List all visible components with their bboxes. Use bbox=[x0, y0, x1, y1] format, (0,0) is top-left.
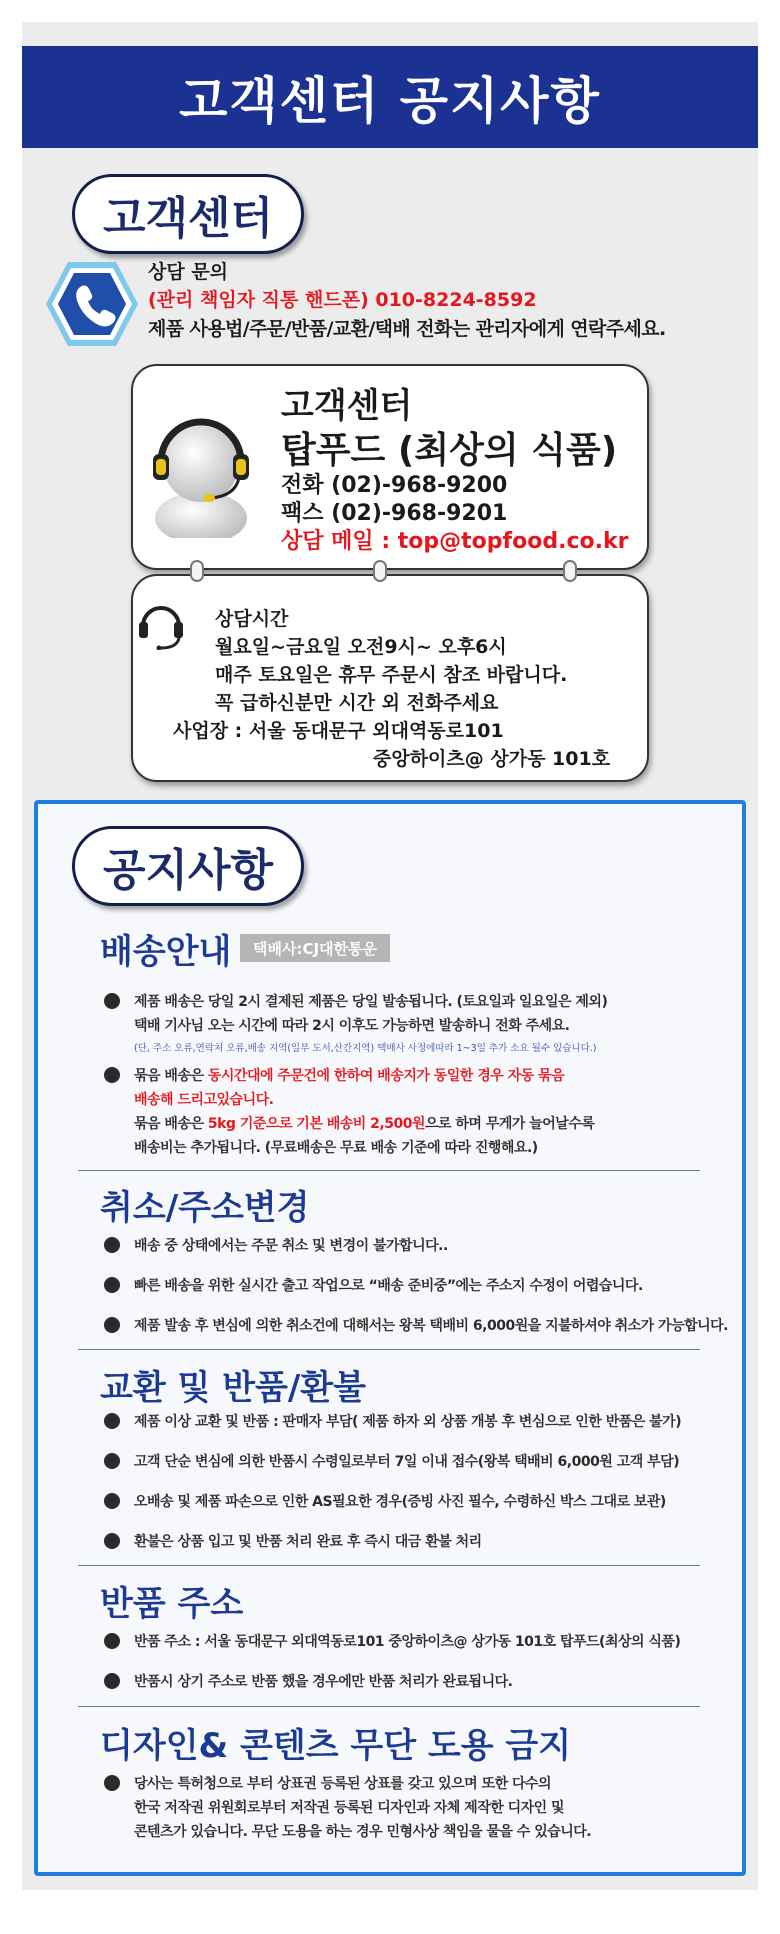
return-address-item: 반품 주소 : 서울 동대문구 외대역동로101 중앙하이츠@ 상가동 101호 탑푸드(최상의 식품) bbox=[134, 1634, 681, 1650]
binder-ring bbox=[563, 560, 577, 582]
exchange-item: 오배송 및 제품 파손으로 인한 AS필요한 경우(증빙 사진 필수, 수령하신 박스 그대로 보관) bbox=[134, 1494, 666, 1510]
cancel-title: 취소/주소변경 bbox=[100, 1188, 310, 1228]
bullet bbox=[104, 1237, 120, 1253]
return-address-title: 반품 주소 bbox=[100, 1584, 244, 1624]
urgent-note: 꼭 급하신분만 시간 외 전화주세요 bbox=[215, 692, 499, 714]
bullet bbox=[104, 1277, 120, 1293]
exchange-title: 교환 및 반품/환불 bbox=[100, 1368, 366, 1408]
bundle-fee-highlight: 5kg 기준으로 기본 배송비 2,500원 bbox=[207, 1116, 425, 1132]
bundle-fee-line bbox=[134, 1113, 594, 1133]
binder-ring bbox=[373, 560, 387, 582]
card-title: 고객센터 bbox=[281, 386, 413, 426]
copyright-line: 한국 저작권 위원회로부터 저작권 등록된 디자인과 자체 제작한 디자인 및 bbox=[134, 1800, 565, 1816]
exchange-item: 고객 단순 변심에 의한 반품시 수령일로부터 7일 이내 접수(왕복 택배비 6,000원 고객 부담) bbox=[134, 1454, 680, 1470]
notice-heading-text: 공지사항 bbox=[102, 845, 273, 896]
notice-heading bbox=[72, 826, 304, 906]
shipping-line: 택배 기사님 오는 시간에 따라 2시 이후도 가능하면 발송하니 전화 주세요. bbox=[134, 1018, 570, 1034]
exchange-item: 제품 이상 교환 및 반품 : 판매자 부담( 제품 하자 외 상품 개봉 후 변심으로 인한 반품은 불가) bbox=[134, 1414, 682, 1430]
company-name: 탑푸드 (최상의 식품) bbox=[281, 430, 618, 471]
weekday-hours: 월요일~금요일 오전9시~ 오후6시 bbox=[215, 636, 507, 658]
divider bbox=[78, 1170, 700, 1171]
copyright-line: 콘텐츠가 있습니다. 무단 도용을 하는 경우 민형사상 책임을 물을 수 있습니다. bbox=[134, 1824, 592, 1840]
exchange-item: 환불은 상품 입고 및 반품 처리 완료 후 즉시 대금 환불 처리 bbox=[134, 1534, 482, 1550]
bundle-prefix: 묶음 배송은 bbox=[134, 1068, 208, 1084]
hours-label: 상담시간 bbox=[215, 608, 289, 630]
bundle-fee-note: 배송비는 추가됩니다. (무료배송은 무료 배송 기준에 따라 진행해요.) bbox=[134, 1140, 538, 1156]
bullet bbox=[104, 1775, 120, 1791]
bundle-line bbox=[134, 1065, 564, 1085]
shipping-title: 배송안내 bbox=[100, 932, 232, 972]
divider bbox=[78, 1349, 700, 1350]
contact-label: 상담 문의 bbox=[148, 261, 229, 283]
cancel-item: 빠른 배송을 위한 실시간 출고 작업으로 “배송 준비중”에는 주소지 수정이 어렵습니다. bbox=[134, 1278, 643, 1294]
business-address-line2: 중앙하이츠@ 상가동 101호 bbox=[373, 748, 611, 770]
contact-note: 제품 사용법/주문/반품/교환/택배 전화는 관리자에게 연락주세요. bbox=[148, 318, 666, 340]
shipping-line: 제품 배송은 당일 2시 결제된 제품은 당일 발송됩니다. (토요일과 일요일은 제외) bbox=[134, 994, 608, 1010]
divider bbox=[78, 1706, 700, 1707]
bullet bbox=[104, 1493, 120, 1509]
company-card bbox=[131, 364, 649, 570]
saturday-note: 매주 토요일은 휴무 주문시 참조 바랍니다. bbox=[215, 664, 568, 686]
bullet bbox=[104, 1067, 120, 1083]
page-title: 고객센터 공지사항 bbox=[179, 72, 601, 130]
bullet bbox=[104, 1413, 120, 1429]
bundle-fee-prefix: 묶음 배송은 bbox=[134, 1116, 208, 1132]
bullet bbox=[104, 1673, 120, 1689]
binder-ring bbox=[190, 560, 204, 582]
cancel-item: 배송 중 상태에서는 주문 취소 및 변경이 불가합니다.. bbox=[134, 1238, 448, 1254]
cancel-item: 제품 발송 후 변심에 의한 취소건에 대해서는 왕복 택배비 6,000원을 지불하셔야 취소가 가능합니다. bbox=[134, 1318, 728, 1334]
hours-card bbox=[131, 574, 649, 782]
contact-info bbox=[148, 258, 748, 344]
phone-icon bbox=[44, 260, 140, 348]
bullet bbox=[104, 1317, 120, 1333]
bullet bbox=[104, 1453, 120, 1469]
support-agent-icon bbox=[147, 406, 255, 538]
support-email[interactable]: 상담 메일 : top@topfood.co.kr bbox=[281, 529, 629, 554]
customer-center-heading bbox=[72, 174, 304, 254]
courier-badge: 택배사:CJ대한통운 bbox=[240, 934, 390, 962]
contact-phone: (관리 책임자 직통 핸드폰) 010-8224-8592 bbox=[148, 289, 537, 311]
bundle-highlight-cont: 배송해 드리고있습니다. bbox=[134, 1092, 274, 1108]
bundle-highlight: 동시간대에 주문건에 한하여 배송지가 동일한 경우 자동 묶음 bbox=[207, 1068, 565, 1084]
title-banner bbox=[22, 46, 758, 148]
divider bbox=[78, 1565, 700, 1566]
headset-icon bbox=[137, 598, 185, 650]
copyright-title: 디자인& 콘텐츠 무단 도용 금지 bbox=[100, 1726, 572, 1766]
shipping-note: (단, 주소 오류,연락처 오류,배송 지역(일부 도서,산간지역) 택배사 사정에따라 1~3일 추가 소요 될수 있습니다.) bbox=[134, 1043, 597, 1054]
fax-number: 팩스 (02)-968-9201 bbox=[281, 501, 508, 526]
phone-number: 전화 (02)-968-9200 bbox=[281, 473, 508, 498]
bullet bbox=[104, 1633, 120, 1649]
customer-center-heading-text: 고객센터 bbox=[102, 193, 273, 244]
copyright-line: 당사는 특허청으로 부터 상표권 등록된 상표를 갖고 있으며 또한 다수의 bbox=[134, 1776, 552, 1792]
business-address: 사업장 : 서울 동대문구 외대역동로101 bbox=[173, 720, 504, 742]
return-address-item: 반품시 상기 주소로 반품 했을 경우에만 반품 처리가 완료됩니다. bbox=[134, 1674, 513, 1690]
bullet bbox=[104, 1533, 120, 1549]
bullet bbox=[104, 993, 120, 1009]
bundle-fee-suffix: 으로 하며 무게가 늘어날수록 bbox=[424, 1116, 595, 1132]
